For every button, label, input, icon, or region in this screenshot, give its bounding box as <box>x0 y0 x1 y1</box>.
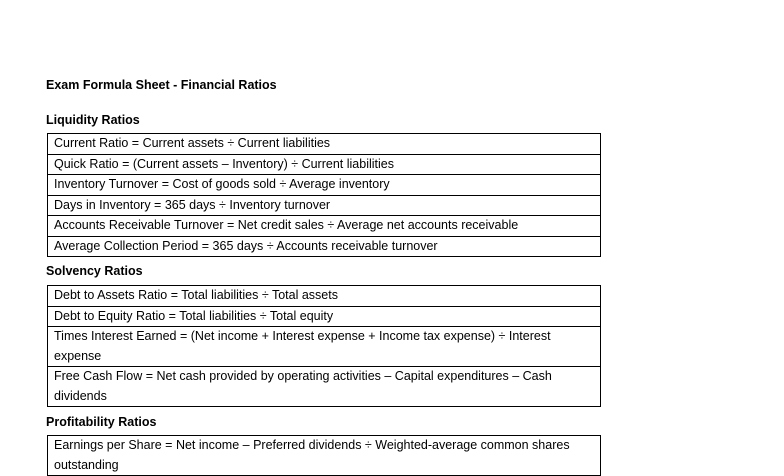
formula-free-cash-flow: Free Cash Flow = Net cash provided by operating activities – Capital expenditures – Cash dividends <box>48 367 601 407</box>
section-heading-profitability: Profitability Ratios <box>46 415 157 429</box>
table-row <box>48 327 601 367</box>
liquidity-ratios-table <box>47 133 601 257</box>
table-row <box>48 286 601 307</box>
table-row <box>48 216 601 237</box>
document-title: Exam Formula Sheet - Financial Ratios <box>46 78 277 92</box>
formula-average-collection-period: Average Collection Period = 365 days ÷ Accounts receivable turnover <box>48 236 601 257</box>
section-heading-liquidity: Liquidity Ratios <box>46 113 140 127</box>
formula-times-interest-earned: Times Interest Earned = (Net income + Interest expense + Income tax expense) ÷ Interest expense <box>48 327 601 367</box>
table-row <box>48 367 601 407</box>
formula-debt-to-equity: Debt to Equity Ratio = Total liabilities ÷ Total equity <box>48 306 601 327</box>
section-heading-solvency: Solvency Ratios <box>46 264 143 278</box>
table-row <box>48 175 601 196</box>
table-row <box>48 306 601 327</box>
formula-days-in-inventory: Days in Inventory = 365 days ÷ Inventory turnover <box>48 195 601 216</box>
table-row <box>48 236 601 257</box>
formula-accounts-receivable-turnover: Accounts Receivable Turnover = Net credit sales ÷ Average net accounts receivable <box>48 216 601 237</box>
formula-earnings-per-share: Earnings per Share = Net income – Preferred dividends ÷ Weighted-average common shares outstanding <box>48 436 601 476</box>
table-row <box>48 436 601 476</box>
formula-current-ratio: Current Ratio = Current assets ÷ Current liabilities <box>48 134 601 155</box>
table-row <box>48 195 601 216</box>
solvency-ratios-table <box>47 285 601 407</box>
table-row <box>48 134 601 155</box>
profitability-ratios-table <box>47 435 601 476</box>
formula-quick-ratio: Quick Ratio = (Current assets – Inventory) ÷ Current liabilities <box>48 154 601 175</box>
table-row <box>48 154 601 175</box>
formula-inventory-turnover: Inventory Turnover = Cost of goods sold ÷ Average inventory <box>48 175 601 196</box>
formula-debt-to-assets: Debt to Assets Ratio = Total liabilities ÷ Total assets <box>48 286 601 307</box>
